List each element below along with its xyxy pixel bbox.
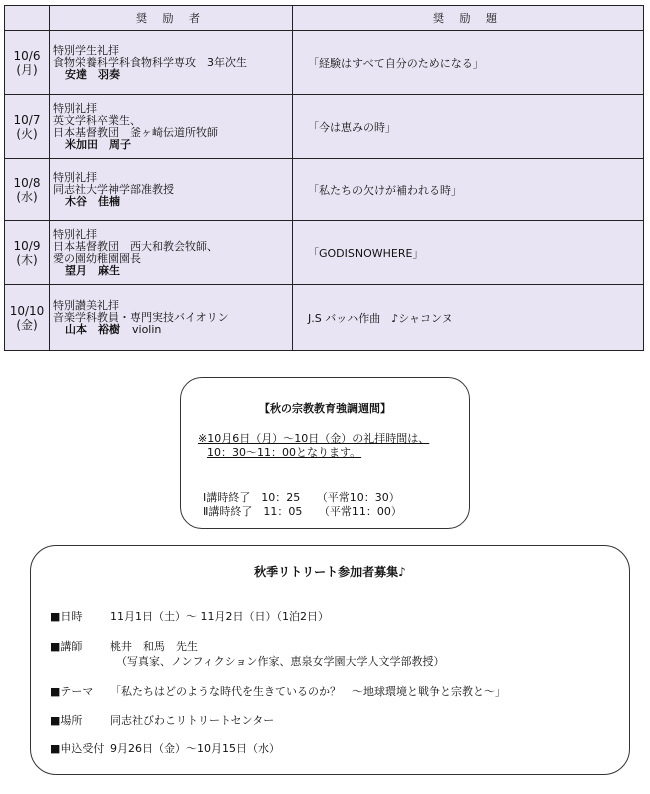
table-row [5, 221, 644, 285]
header-topic: 奨 励 題 [293, 6, 644, 31]
speaker-name: 望月 麻生 [65, 263, 120, 277]
retreat-theme-row: ■テーマ 「私たちはどのような時代を生きているのか？ ～地球環境と戦争と宗教と～」 [50, 685, 506, 698]
notice-title: 【秋の宗教教育強調週間】 [259, 402, 391, 415]
header-date [5, 6, 50, 31]
retreat-apply-row: ■申込受付 9月26日（金）～10月15日（水） [50, 742, 280, 755]
religious-week-notice-box [180, 377, 470, 529]
retreat-place-row: ■場所 同志社びわこリトリートセンター [50, 714, 275, 727]
period-end-time: Ⅰ講時終了 10：25 （平常10：30） [203, 491, 400, 504]
table-row [5, 95, 644, 159]
retreat-title: 秋季リトリート参加者募集♪ [254, 565, 406, 579]
speaker-schedule-table [4, 5, 644, 351]
date-cell: 10/7 (火) [5, 95, 50, 159]
speaker-name: 木谷 佳楠 [65, 194, 120, 208]
person-cell: 特別礼拝 英文学科卒業生、 日本基督教団 釜ヶ崎伝道所牧師 米加田 周子 [50, 95, 293, 159]
person-cell: 特別礼拝 日本基督教団 西大和教会牧師、 愛の園幼稚園園長 望月 麻生 [50, 221, 293, 285]
topic-cell: J.S バッハ作曲 ♪シャコンヌ [293, 285, 644, 351]
retreat-lecturer-row: ■講師 桃井 和馬 先生 [50, 640, 198, 653]
retreat-date-row: ■日時 11月1日（土）～ 11月2日（日）（1泊2日） [50, 610, 329, 623]
date-cell: 10/10 (金) [5, 285, 50, 351]
period-end-time: Ⅱ講時終了 11：05 （平常11：00） [203, 505, 402, 518]
speaker-name: 安達 羽奏 [65, 67, 120, 81]
date-cell: 10/9 (木) [5, 221, 50, 285]
table-row [5, 159, 644, 221]
person-cell: 特別讃美礼拝 音楽学科教員・専門実技バイオリン 山本 裕樹 violin [50, 285, 293, 351]
table-row [5, 31, 644, 95]
speaker-name: 山本 裕樹 violin [65, 322, 162, 336]
topic-cell: 「今は恵みの時」 [293, 95, 644, 159]
date-cell: 10/6 (月) [5, 31, 50, 95]
table-row [5, 285, 644, 351]
person-cell: 特別学生礼拝 食物栄養科学科食物科学専攻 3年次生 安達 羽奏 [50, 31, 293, 95]
service-time-notice: ※10月6日（月）～10日（金）の礼拝時間は、 10：30～11：00となります。 [198, 432, 430, 459]
speaker-name: 米加田 周子 [65, 137, 131, 151]
date-cell: 10/8 (水) [5, 159, 50, 221]
retreat-announcement-box [30, 545, 630, 775]
person-cell: 特別礼拝 同志社大学神学部准教授 木谷 佳楠 [50, 159, 293, 221]
topic-cell: 「GODISNOWHERE」 [293, 221, 644, 285]
retreat-lecturer-note: （写真家、ノンフィクション作家、恵泉女学園大学人文学部教授） [116, 655, 445, 668]
topic-cell: 「経験はすべて自分のためになる」 [293, 31, 644, 95]
table-header-row [5, 6, 644, 31]
header-person: 奨 励 者 [50, 6, 293, 31]
topic-cell: 「私たちの欠けが補われる時」 [293, 159, 644, 221]
